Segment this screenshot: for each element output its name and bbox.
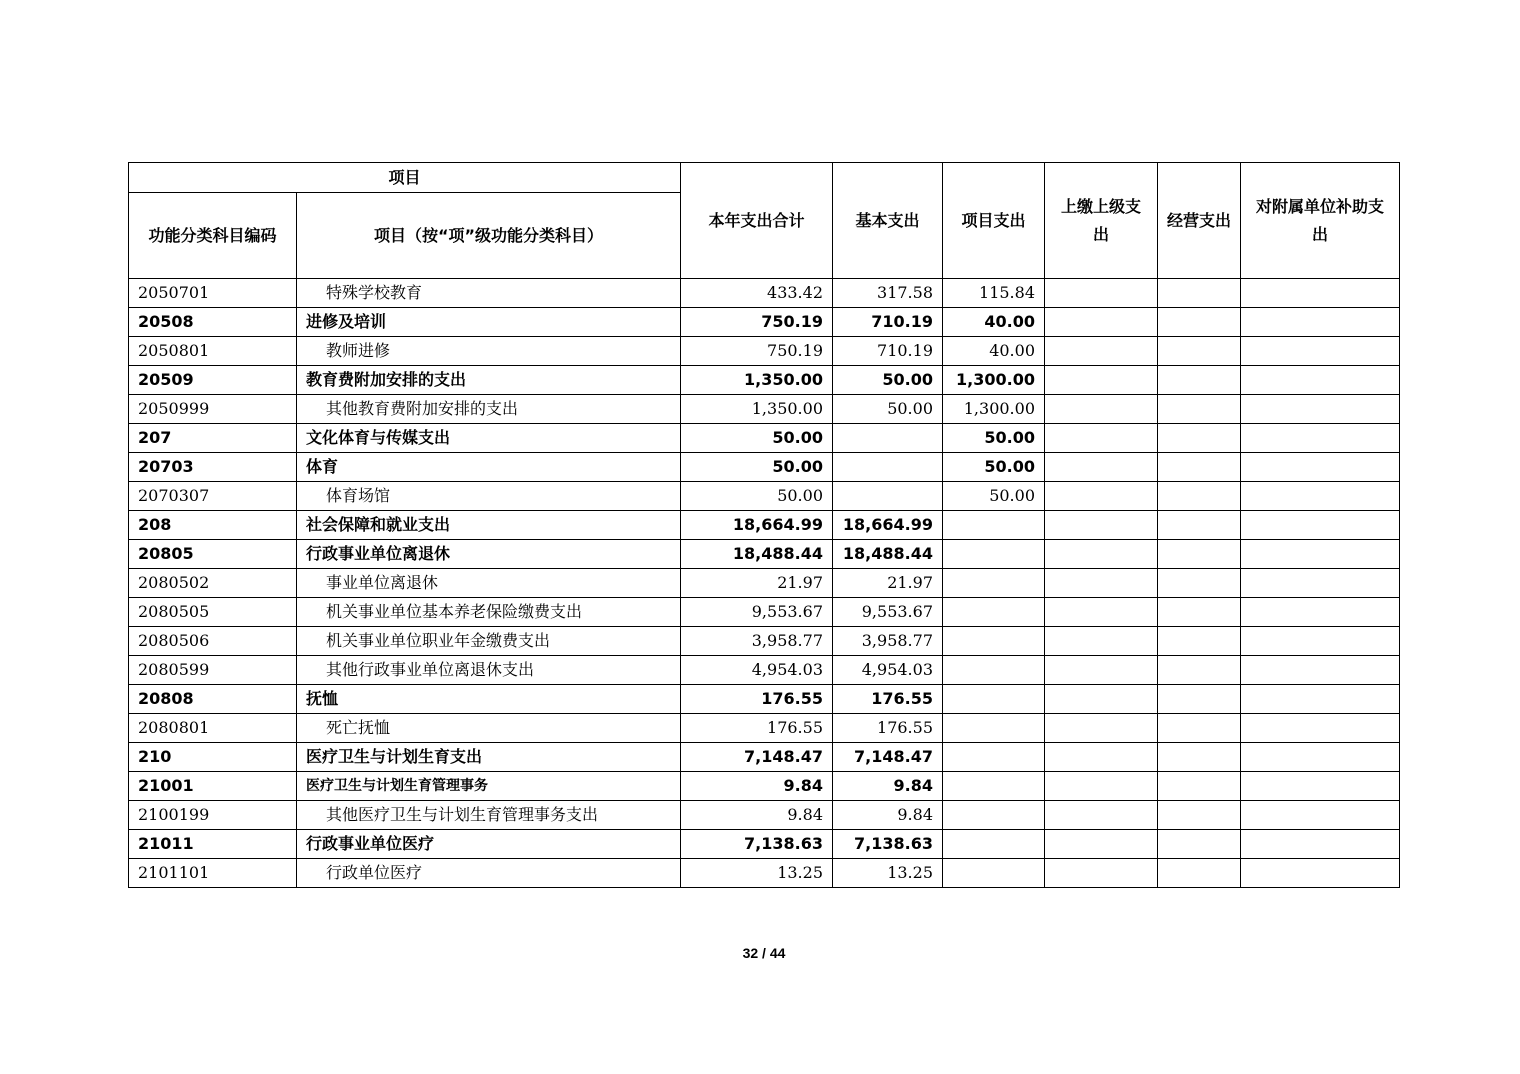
cell-name [297, 801, 681, 830]
header-code: 功能分类科目编码 [129, 193, 297, 279]
header-group-project: 项目 [129, 163, 681, 193]
cell-name [297, 453, 681, 482]
table-row [129, 540, 1400, 569]
cell-project [943, 569, 1045, 598]
cell-upper [1045, 859, 1158, 888]
cell-code: 210 [129, 743, 297, 772]
cell-upper [1045, 424, 1158, 453]
item-name: 机关事业单位基本养老保险缴费支出 [326, 602, 583, 621]
cell-name [297, 830, 681, 859]
cell-basic: 7,148.47 [833, 743, 943, 772]
cell-upper [1045, 482, 1158, 511]
item-name: 其他行政事业单位离退休支出 [326, 660, 535, 679]
cell-name [297, 569, 681, 598]
table-row [129, 511, 1400, 540]
cell-upper [1045, 308, 1158, 337]
expenditure-table [128, 162, 1400, 888]
cell-business [1158, 859, 1241, 888]
cell-total: 1,350.00 [681, 366, 833, 395]
cell-subsidy [1241, 656, 1400, 685]
cell-subsidy [1241, 685, 1400, 714]
cell-total: 7,138.63 [681, 830, 833, 859]
item-name: 事业单位离退休 [326, 573, 439, 592]
cell-name [297, 366, 681, 395]
cell-subsidy [1241, 424, 1400, 453]
cell-total: 13.25 [681, 859, 833, 888]
cell-project [943, 685, 1045, 714]
cell-total: 176.55 [681, 685, 833, 714]
table-row [129, 830, 1400, 859]
cell-total: 1,350.00 [681, 395, 833, 424]
cell-project: 115.84 [943, 279, 1045, 308]
cell-basic: 21.97 [833, 569, 943, 598]
cell-basic: 3,958.77 [833, 627, 943, 656]
cell-subsidy [1241, 772, 1400, 801]
cell-business [1158, 627, 1241, 656]
cell-project: 40.00 [943, 308, 1045, 337]
cell-total: 9.84 [681, 801, 833, 830]
table-row [129, 598, 1400, 627]
cell-subsidy [1241, 395, 1400, 424]
table-row [129, 482, 1400, 511]
cell-name [297, 656, 681, 685]
table-row [129, 801, 1400, 830]
cell-subsidy [1241, 859, 1400, 888]
cell-code: 20509 [129, 366, 297, 395]
cell-code: 208 [129, 511, 297, 540]
cell-code: 2080505 [129, 598, 297, 627]
header-total: 本年支出合计 [681, 163, 833, 279]
cell-basic: 7,138.63 [833, 830, 943, 859]
cell-upper [1045, 627, 1158, 656]
cell-name [297, 685, 681, 714]
cell-business [1158, 395, 1241, 424]
item-name: 其他医疗卫生与计划生育管理事务支出 [326, 805, 599, 824]
table-row [129, 772, 1400, 801]
cell-upper [1045, 830, 1158, 859]
cell-basic: 317.58 [833, 279, 943, 308]
header-name: 项目（按“项”级功能分类科目） [297, 193, 681, 279]
table-row [129, 453, 1400, 482]
cell-subsidy [1241, 366, 1400, 395]
cell-name [297, 627, 681, 656]
cell-total: 18,488.44 [681, 540, 833, 569]
cell-business [1158, 453, 1241, 482]
header-upper: 上缴上级支出 [1045, 163, 1158, 279]
cell-upper [1045, 656, 1158, 685]
cell-code: 2080801 [129, 714, 297, 743]
table-row [129, 859, 1400, 888]
table-row [129, 743, 1400, 772]
cell-business [1158, 511, 1241, 540]
cell-business [1158, 308, 1241, 337]
item-name: 死亡抚恤 [326, 718, 391, 737]
header-basic: 基本支出 [833, 163, 943, 279]
cell-subsidy [1241, 482, 1400, 511]
cell-total: 433.42 [681, 279, 833, 308]
item-name: 行政事业单位医疗 [306, 834, 435, 853]
cell-subsidy [1241, 511, 1400, 540]
cell-basic: 176.55 [833, 685, 943, 714]
cell-business [1158, 366, 1241, 395]
cell-project [943, 830, 1045, 859]
cell-code: 2050801 [129, 337, 297, 366]
cell-total: 21.97 [681, 569, 833, 598]
cell-total: 50.00 [681, 453, 833, 482]
cell-code: 20805 [129, 540, 297, 569]
cell-basic: 50.00 [833, 395, 943, 424]
cell-name [297, 714, 681, 743]
cell-basic: 13.25 [833, 859, 943, 888]
cell-project [943, 743, 1045, 772]
cell-code: 21011 [129, 830, 297, 859]
cell-basic: 9.84 [833, 801, 943, 830]
cell-name [297, 279, 681, 308]
cell-name [297, 395, 681, 424]
cell-code: 2101101 [129, 859, 297, 888]
item-name: 进修及培训 [306, 312, 387, 331]
cell-upper [1045, 743, 1158, 772]
cell-business [1158, 598, 1241, 627]
cell-project: 50.00 [943, 482, 1045, 511]
cell-subsidy [1241, 743, 1400, 772]
cell-total: 3,958.77 [681, 627, 833, 656]
cell-code: 20508 [129, 308, 297, 337]
item-name: 其他教育费附加安排的支出 [326, 399, 519, 418]
cell-subsidy [1241, 627, 1400, 656]
table-row [129, 685, 1400, 714]
cell-total: 176.55 [681, 714, 833, 743]
cell-name [297, 511, 681, 540]
cell-basic [833, 424, 943, 453]
cell-subsidy [1241, 453, 1400, 482]
cell-code: 21001 [129, 772, 297, 801]
cell-upper [1045, 279, 1158, 308]
cell-upper [1045, 772, 1158, 801]
cell-project [943, 540, 1045, 569]
cell-business [1158, 656, 1241, 685]
cell-basic: 18,664.99 [833, 511, 943, 540]
cell-project: 1,300.00 [943, 366, 1045, 395]
cell-upper [1045, 801, 1158, 830]
cell-basic [833, 453, 943, 482]
cell-name [297, 772, 681, 801]
cell-name [297, 598, 681, 627]
cell-business [1158, 743, 1241, 772]
cell-name [297, 540, 681, 569]
cell-subsidy [1241, 714, 1400, 743]
cell-total: 50.00 [681, 482, 833, 511]
cell-code: 2070307 [129, 482, 297, 511]
cell-project: 1,300.00 [943, 395, 1045, 424]
cell-code: 2050999 [129, 395, 297, 424]
cell-code: 2080599 [129, 656, 297, 685]
cell-business [1158, 830, 1241, 859]
table-row [129, 337, 1400, 366]
cell-code: 207 [129, 424, 297, 453]
cell-project: 50.00 [943, 453, 1045, 482]
item-name: 特殊学校教育 [326, 283, 423, 302]
cell-project [943, 627, 1045, 656]
cell-upper [1045, 714, 1158, 743]
cell-total: 9.84 [681, 772, 833, 801]
table-row [129, 569, 1400, 598]
cell-project [943, 772, 1045, 801]
cell-subsidy [1241, 308, 1400, 337]
cell-business [1158, 279, 1241, 308]
item-name: 医疗卫生与计划生育管理事务 [306, 778, 488, 794]
cell-business [1158, 482, 1241, 511]
cell-subsidy [1241, 830, 1400, 859]
table-row [129, 279, 1400, 308]
cell-name [297, 308, 681, 337]
cell-business [1158, 685, 1241, 714]
cell-project [943, 801, 1045, 830]
header-subsidy: 对附属单位补助支出 [1241, 163, 1400, 279]
cell-project [943, 714, 1045, 743]
table-row [129, 656, 1400, 685]
item-name: 教育费附加安排的支出 [306, 370, 467, 389]
cell-basic: 710.19 [833, 308, 943, 337]
cell-business [1158, 337, 1241, 366]
cell-project: 40.00 [943, 337, 1045, 366]
cell-code: 2100199 [129, 801, 297, 830]
table-row [129, 308, 1400, 337]
cell-business [1158, 424, 1241, 453]
table-row [129, 627, 1400, 656]
item-name: 医疗卫生与计划生育支出 [306, 747, 483, 766]
cell-total: 7,148.47 [681, 743, 833, 772]
cell-project: 50.00 [943, 424, 1045, 453]
cell-basic: 50.00 [833, 366, 943, 395]
item-name: 行政单位医疗 [326, 863, 423, 882]
cell-total: 9,553.67 [681, 598, 833, 627]
cell-subsidy [1241, 279, 1400, 308]
cell-code: 20808 [129, 685, 297, 714]
cell-upper [1045, 598, 1158, 627]
cell-basic: 4,954.03 [833, 656, 943, 685]
item-name: 机关事业单位职业年金缴费支出 [326, 631, 551, 650]
cell-code: 20703 [129, 453, 297, 482]
table-row [129, 714, 1400, 743]
item-name: 体育 [306, 457, 339, 476]
cell-upper [1045, 337, 1158, 366]
cell-code: 2080506 [129, 627, 297, 656]
cell-basic: 176.55 [833, 714, 943, 743]
cell-upper [1045, 540, 1158, 569]
table-row [129, 366, 1400, 395]
cell-name [297, 424, 681, 453]
item-name: 社会保障和就业支出 [306, 515, 451, 534]
table-body [129, 279, 1400, 888]
page-number: 32 / 44 [742, 945, 786, 961]
cell-upper [1045, 453, 1158, 482]
cell-basic: 18,488.44 [833, 540, 943, 569]
cell-upper [1045, 366, 1158, 395]
cell-name [297, 743, 681, 772]
cell-business [1158, 569, 1241, 598]
cell-code: 2050701 [129, 279, 297, 308]
cell-basic: 9,553.67 [833, 598, 943, 627]
cell-total: 750.19 [681, 337, 833, 366]
cell-project [943, 859, 1045, 888]
item-name: 抚恤 [306, 689, 339, 708]
cell-business [1158, 772, 1241, 801]
table-row [129, 424, 1400, 453]
cell-upper [1045, 511, 1158, 540]
header-project: 项目支出 [943, 163, 1045, 279]
cell-total: 50.00 [681, 424, 833, 453]
cell-upper [1045, 569, 1158, 598]
cell-name [297, 859, 681, 888]
cell-subsidy [1241, 801, 1400, 830]
cell-name [297, 482, 681, 511]
item-name: 体育场馆 [326, 486, 391, 505]
cell-project [943, 511, 1045, 540]
cell-business [1158, 540, 1241, 569]
cell-upper [1045, 395, 1158, 424]
cell-code: 2080502 [129, 569, 297, 598]
cell-subsidy [1241, 598, 1400, 627]
cell-name [297, 337, 681, 366]
cell-business [1158, 801, 1241, 830]
cell-upper [1045, 685, 1158, 714]
table-row [129, 395, 1400, 424]
cell-total: 750.19 [681, 308, 833, 337]
cell-total: 4,954.03 [681, 656, 833, 685]
cell-business [1158, 714, 1241, 743]
cell-subsidy [1241, 540, 1400, 569]
item-name: 教师进修 [326, 341, 391, 360]
cell-total: 18,664.99 [681, 511, 833, 540]
item-name: 行政事业单位离退休 [306, 544, 451, 563]
cell-subsidy [1241, 569, 1400, 598]
cell-basic: 9.84 [833, 772, 943, 801]
header-business: 经营支出 [1158, 163, 1241, 279]
cell-project [943, 656, 1045, 685]
cell-basic: 710.19 [833, 337, 943, 366]
item-name: 文化体育与传媒支出 [306, 428, 451, 447]
cell-basic [833, 482, 943, 511]
cell-project [943, 598, 1045, 627]
cell-subsidy [1241, 337, 1400, 366]
